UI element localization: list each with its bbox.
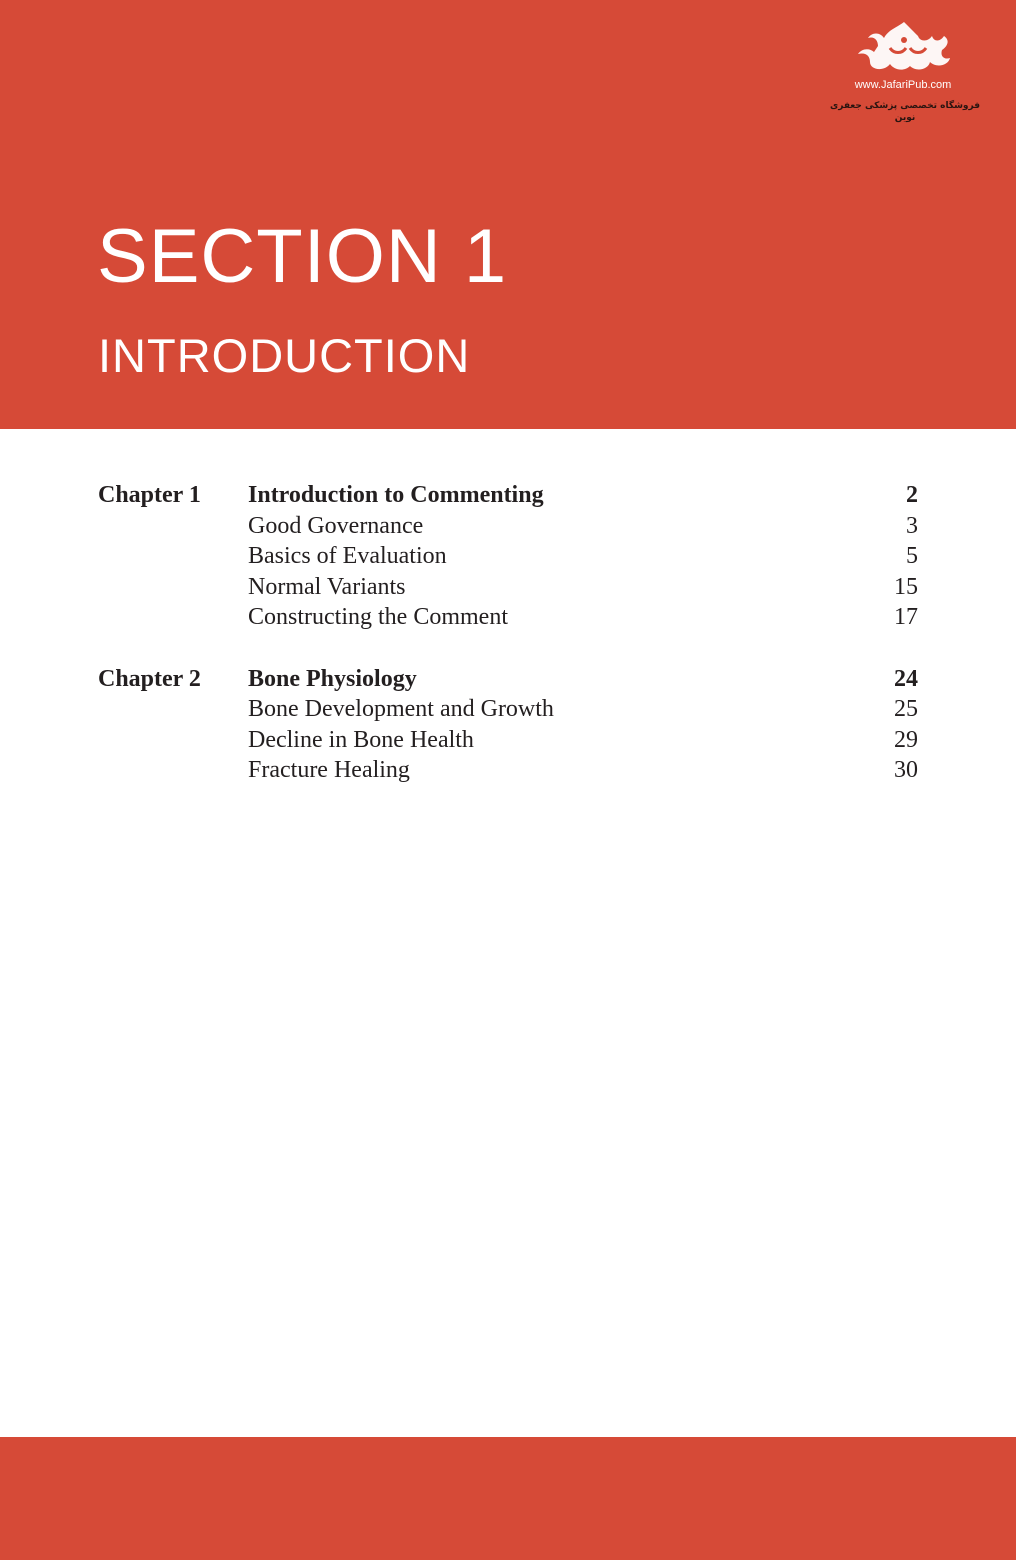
toc-chapter-1: [98, 480, 918, 633]
chapter-page-number: 2: [906, 482, 918, 508]
entry-page-number: 17: [894, 604, 918, 630]
entry-page-number: 15: [894, 573, 918, 600]
chapter-title: Introduction to Commenting: [248, 482, 544, 508]
toc-entry[interactable]: [98, 694, 918, 725]
entry-page-number: 29: [894, 726, 918, 753]
entry-page-number: 3: [906, 512, 918, 539]
toc-chapter-heading[interactable]: [98, 664, 918, 695]
entry-title: Good Governance: [248, 512, 424, 539]
publisher-url: www.JafariPub.com: [854, 79, 952, 91]
entry-title: Constructing the Comment: [248, 604, 508, 630]
entry-title: Bone Development and Growth: [248, 696, 554, 722]
chapter-label: Chapter 1: [98, 482, 201, 508]
chapter-page-number: 24: [894, 665, 918, 692]
publisher-logo-icon: [844, 18, 964, 78]
entry-page-number: 30: [894, 757, 918, 783]
section-subtitle: INTRODUCTION: [98, 329, 471, 382]
toc-chapter-2: [98, 664, 918, 786]
toc-entry[interactable]: [98, 755, 918, 786]
footer-band: [0, 1437, 1016, 1560]
table-of-contents: [98, 480, 918, 817]
entry-page-number: 5: [906, 543, 918, 569]
publisher-logo: [820, 18, 990, 123]
entry-title: Basics of Evaluation: [248, 543, 447, 569]
publisher-caption: فروشگاه تخصصی پزشکی جعفری نوین: [829, 101, 981, 123]
toc-entry[interactable]: [98, 541, 918, 572]
entry-page-number: 25: [894, 696, 918, 722]
section-title: SECTION 1: [97, 214, 508, 299]
toc-entry[interactable]: [98, 602, 918, 633]
entry-title: Decline in Bone Health: [248, 726, 474, 753]
toc-chapter-heading[interactable]: [98, 480, 918, 511]
chapter-title: Bone Physiology: [248, 665, 417, 692]
toc-entry[interactable]: [98, 725, 918, 756]
toc-entry[interactable]: [98, 572, 918, 603]
chapter-label: Chapter 2: [98, 665, 201, 692]
entry-title: Fracture Healing: [248, 757, 410, 783]
toc-entry[interactable]: [98, 511, 918, 542]
entry-title: Normal Variants: [248, 573, 406, 600]
